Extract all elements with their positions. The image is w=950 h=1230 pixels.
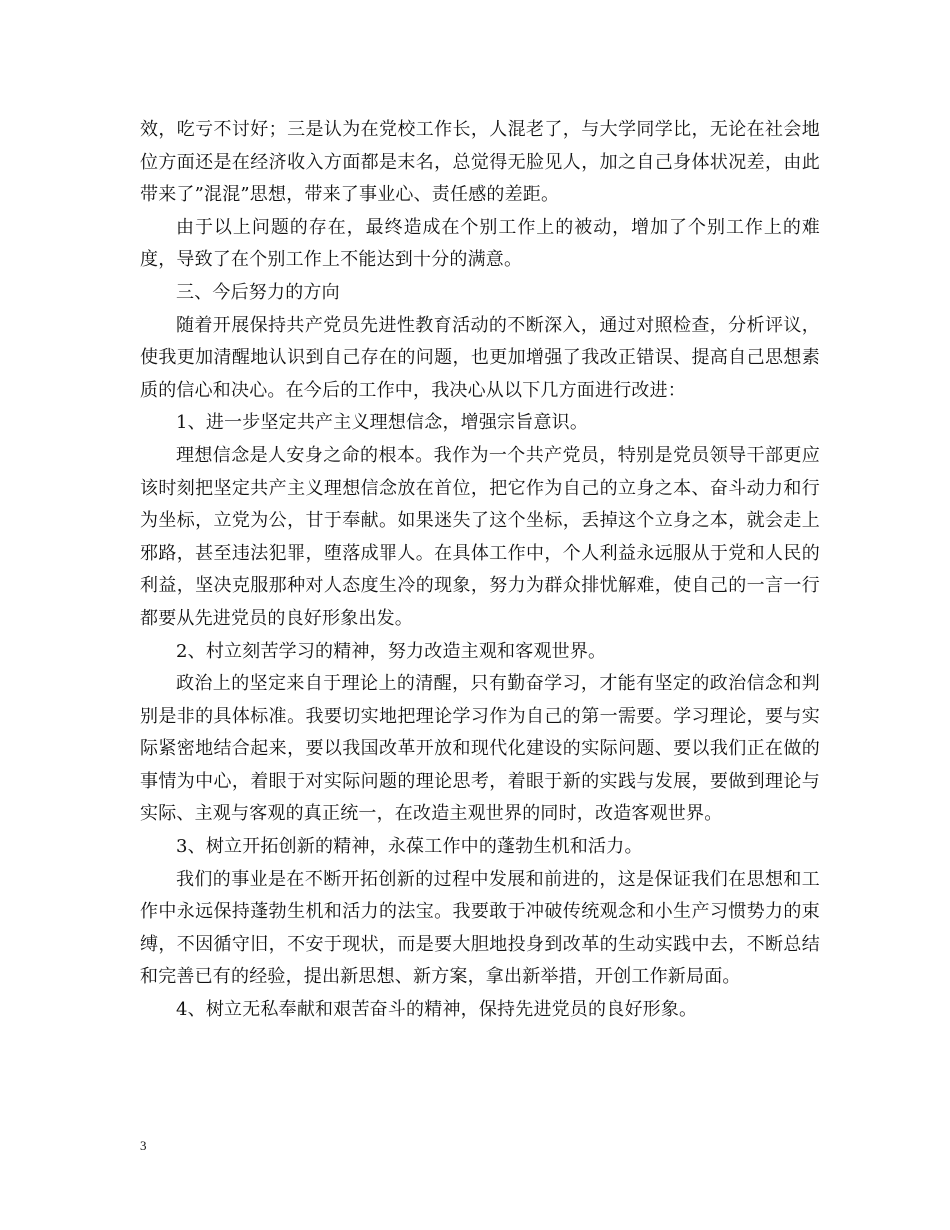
subheading-4: 4、树立无私奉献和艰苦奋斗的精神，保持先进党员的良好形象。 — [176, 999, 698, 1021]
paragraph-6: 我们的事业是在不断开拓创新的过程中发展和前进的，这是保证我们在思想和工作中永远保持蓬勃生机和活力的法宝。我要敢于冲破传统观念和小生产习惯势力的束缚，不因循守旧，不安于现状，而是要大胆地投身到改革的生动实践中去，不断总结和完善已有的经验，提出新思想、新方案，拿出新举措，开创工作新局面。 — [140, 868, 820, 988]
subheading-3: 3、树立开拓创新的精神，永葆工作中的蓬勃生机和活力。 — [176, 836, 643, 858]
paragraph-5: 政治上的坚定来自于理论上的清醒，只有勤奋学习，才能有坚定的政治信念和判别是非的具体标准。我要切实地把理论学习作为自己的第一需要。学习理论，要与实际紧密地结合起来，要以我国改革开放和现代化建设的实际问题、要以我们正在做的事情为中心，着眼于对实际问题的理论思考，着眼于新的实践与发展，要做到理论与实际、主观与客观的真正统一，在改造主观世界的同时，改造客观世界。 — [140, 673, 820, 825]
document-body — [140, 114, 820, 1027]
subheading-1: 1、进一步坚定共产主义理想信念，增强宗旨意识。 — [176, 412, 589, 434]
paragraph-2: 由于以上问题的存在，最终造成在个别工作上的被动，增加了个别工作上的难度，导致了在个别工作上不能达到十分的满意。 — [140, 216, 820, 271]
subheading-2: 2、村立刻苦学习的精神，努力改造主观和客观世界。 — [176, 640, 607, 662]
paragraph-1: 效，吃亏不讨好；三是认为在党校工作长，人混老了，与大学同学比，无论在社会地位方面还是在经济收入方面都是末名，总觉得无脸见人，加之自己身体状况差，由此带来了”混混”思想，带来了事业心、责任感的差距。 — [140, 119, 820, 206]
page-number: 3 — [140, 1138, 147, 1153]
paragraph-3: 随着开展保持共产党员先进性教育活动的不断深入，通过对照检查，分析评议，使我更加清醒地认识到自己存在的问题，也更加增强了我改正错误、提高自己思想素质的信心和决心。在今后的工作中，我决心从以下几方面进行改进： — [140, 314, 820, 401]
paragraph-4: 理想信念是人安身之命的根本。我作为一个共产党员，特别是党员领导干部更应该时刻把坚定共产主义理想信念放在首位，把它作为自己的立身之本、奋斗动力和行为坐标，立党为公，甘于奉献。如果迷失了这个坐标，丢掉这个立身之本，就会走上邪路，甚至违法犯罪，堕落成罪人。在具体工作中，个人利益永远服从于党和人民的利益，坚决克服那种对人态度生冷的现象，努力为群众排忧解难，使自己的一言一行都要从先进党员的良好形象出发。 — [140, 444, 820, 629]
section-heading: 三、今后努力的方向 — [176, 281, 340, 303]
